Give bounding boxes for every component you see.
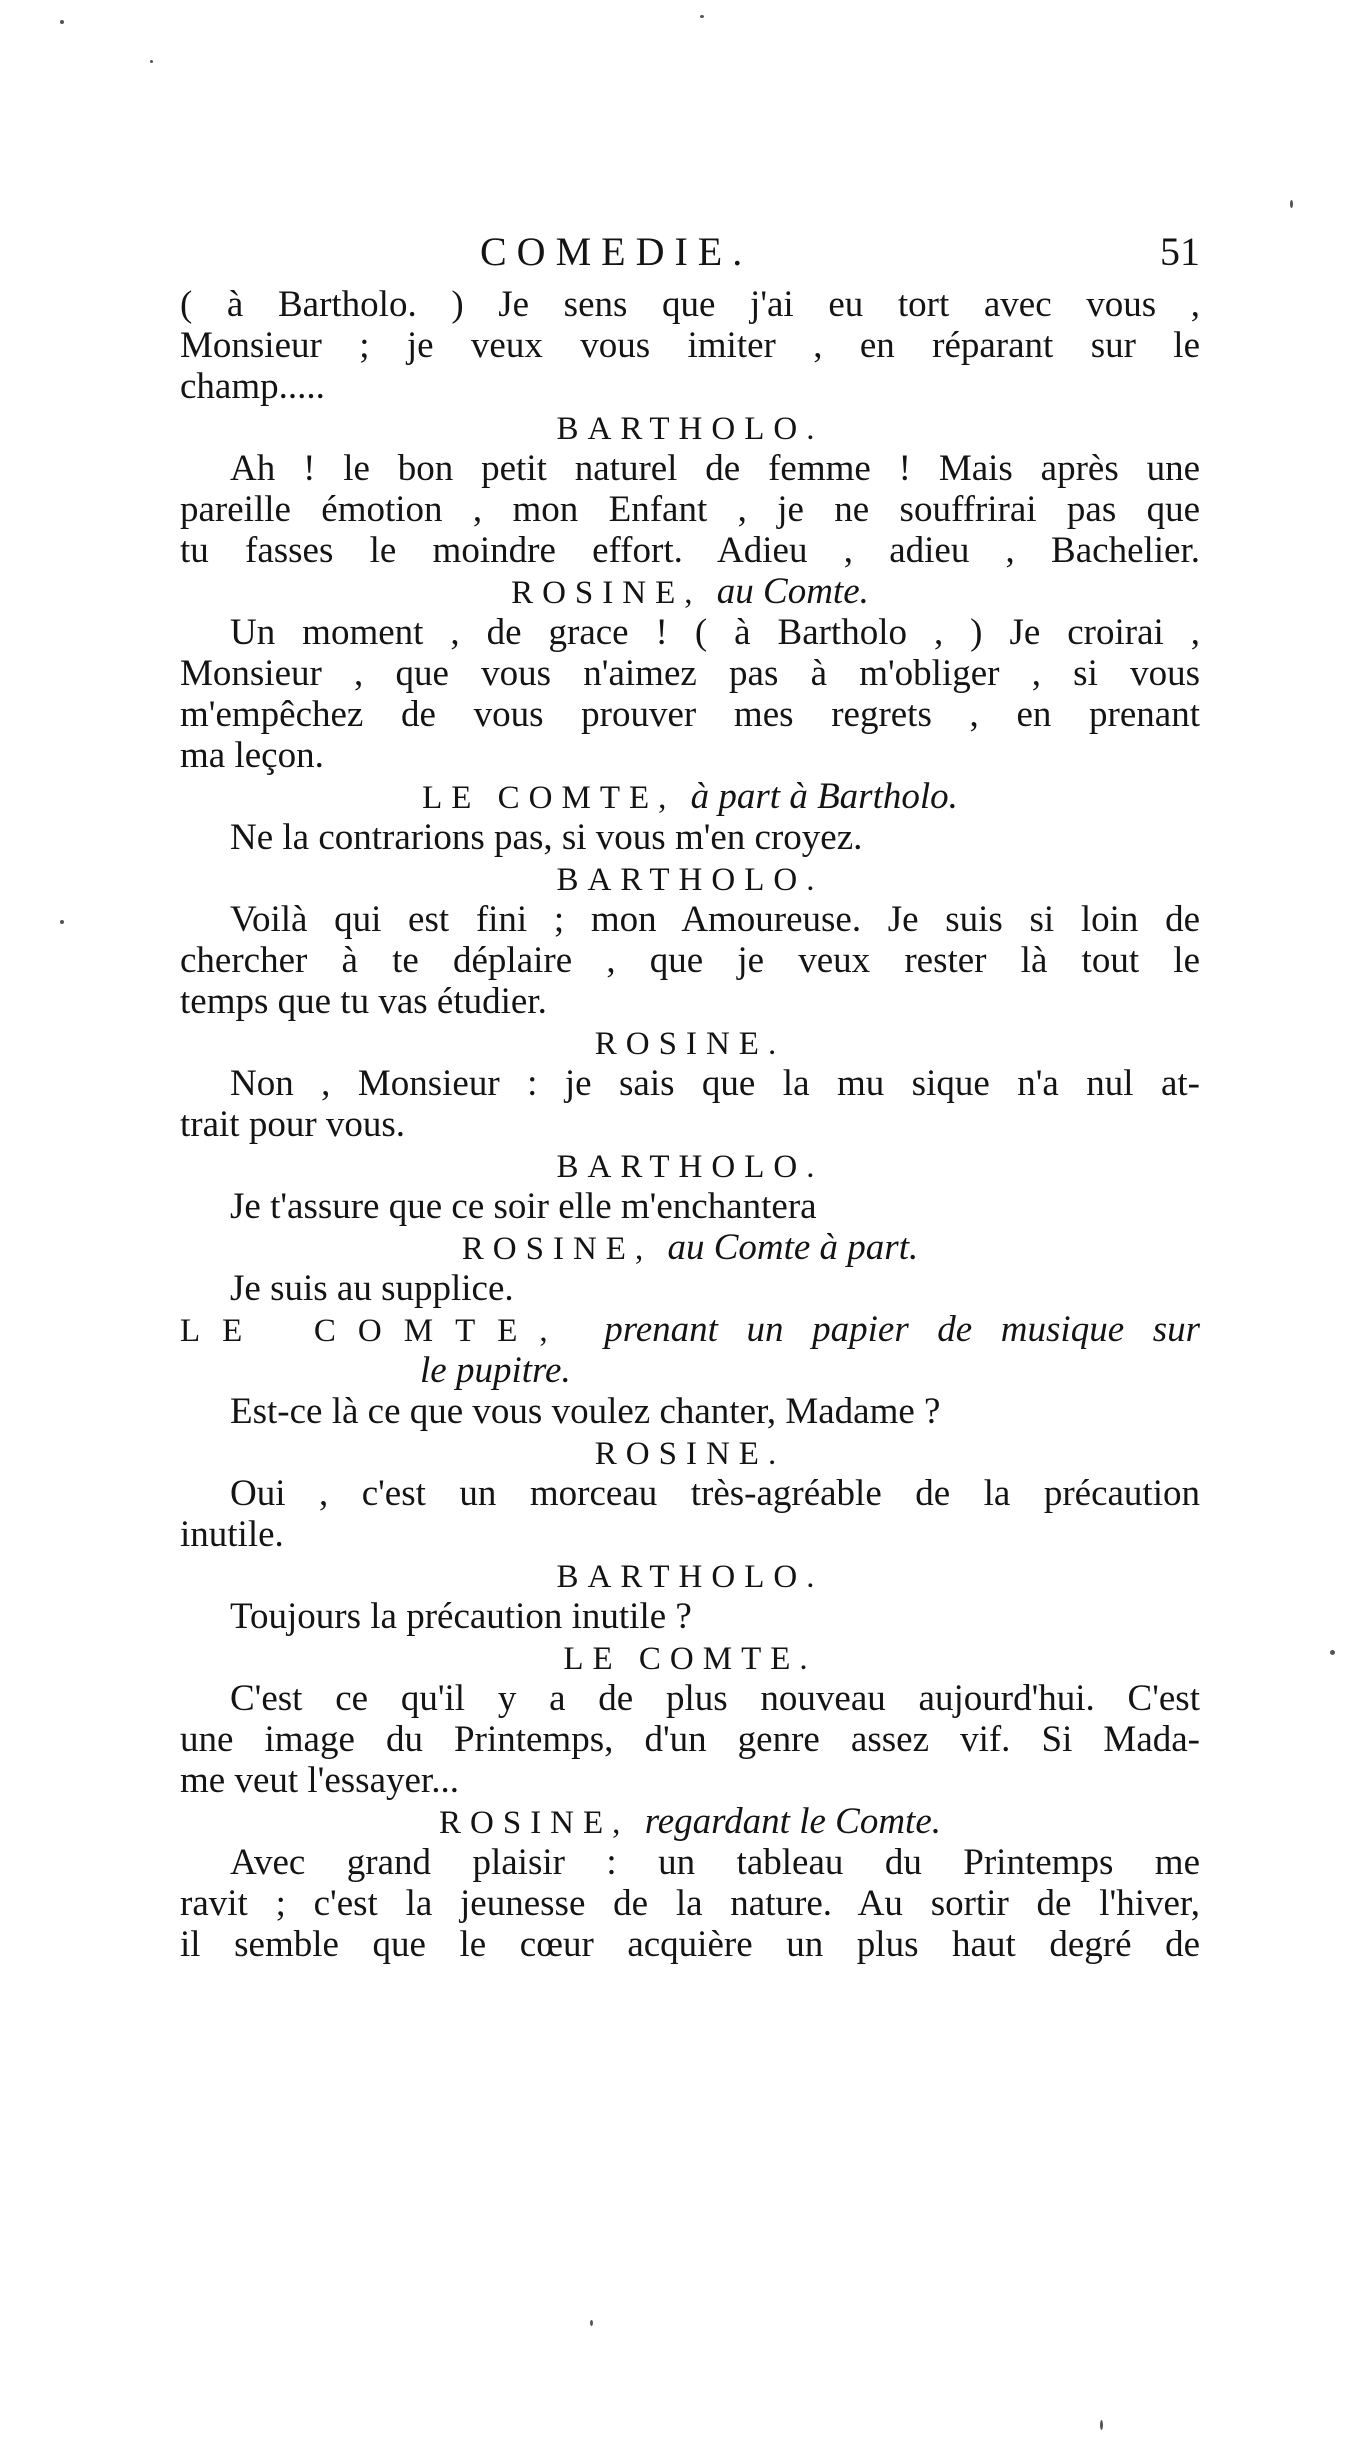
text-line: Ah ! le bon petit naturel de femme ! Mais après une	[230, 448, 1200, 489]
speaker-heading	[180, 407, 1200, 448]
text-line: Voilà qui est fini ; mon Amoureuse. Je suis si loin de	[230, 899, 1200, 940]
speaker-heading	[180, 1637, 1200, 1678]
stage-direction: regardant le Comte.	[644, 1801, 941, 1842]
speaker-name: LE COMTE,	[422, 780, 676, 816]
speaker-name: ROSINE,	[511, 575, 702, 611]
stage-direction: à part à Bartholo.	[690, 776, 958, 817]
speaker-heading	[180, 1555, 1200, 1596]
speaker-name: BARTHOLO.	[556, 411, 824, 447]
text-line: Est-ce là ce que vous voulez chanter, Madame ?	[230, 1391, 941, 1432]
stage-direction: au Comte.	[716, 571, 869, 612]
play-text	[180, 284, 1200, 1965]
scan-speck	[1330, 1650, 1335, 1655]
speaker-heading	[180, 1022, 1200, 1063]
text-line: me veut l'essayer...	[180, 1760, 459, 1801]
text-line: chercher à te déplaire , que je veux rester là tout le	[180, 940, 1200, 981]
text-line: Un moment , de grace ! ( à Bartholo , ) Je croirai ,	[230, 612, 1200, 653]
speaker-heading	[180, 571, 1200, 612]
speaker-name: BARTHOLO.	[556, 1559, 824, 1595]
scan-speck	[700, 15, 704, 18]
text-line: ( à Bartholo. ) Je sens que j'ai eu tort avec vous ,	[180, 284, 1200, 325]
speaker-heading	[180, 776, 1200, 817]
text-line: Monsieur , que vous n'aimez pas à m'obliger , si vous	[180, 653, 1200, 694]
text-line: Je t'assure que ce soir elle m'enchantera	[230, 1186, 817, 1227]
text-line: champ.....	[180, 366, 325, 407]
speaker-name: LE COMTE.	[563, 1641, 817, 1677]
scan-speck	[60, 920, 64, 924]
running-head: COMEDIE.	[480, 229, 753, 274]
speaker-name: LE COMTE,	[180, 1313, 570, 1349]
speaker-heading	[180, 1801, 1200, 1842]
text-line: Non , Monsieur : je sais que la mu sique n'a nul at-	[230, 1063, 1200, 1104]
text-line: Oui , c'est un morceau très-agréable de la précaution	[230, 1473, 1200, 1514]
speaker-name: BARTHOLO.	[556, 1149, 824, 1185]
text-line: une image du Printemps, d'un genre assez vif. Si Mada-	[180, 1719, 1200, 1760]
text-line: pareille émotion , mon Enfant , je ne souffrirai pas que	[180, 489, 1200, 530]
speaker-heading	[180, 1227, 1200, 1268]
text-line: C'est ce qu'il y a de plus nouveau aujourd'hui. C'est	[230, 1678, 1200, 1719]
scan-speck	[60, 20, 64, 24]
text-line: tu fasses le moindre effort. Adieu , adieu , Bachelier.	[180, 530, 1200, 571]
speaker-name: ROSINE,	[461, 1231, 653, 1267]
scan-speck	[150, 60, 153, 63]
scan-speck	[1100, 2420, 1103, 2430]
speaker-name: ROSINE.	[594, 1436, 786, 1472]
speaker-heading	[180, 1145, 1200, 1186]
text-line: Avec grand plaisir : un tableau du Printemps me	[230, 1842, 1200, 1883]
speaker-name: ROSINE.	[594, 1026, 786, 1062]
text-line: Ne la contrarions pas, si vous m'en croyez.	[230, 817, 863, 858]
stage-direction-continued: le pupitre.	[420, 1350, 571, 1391]
text-line: ma leçon.	[180, 735, 324, 776]
text-line: Je suis au supplice.	[230, 1268, 514, 1309]
text-line: inutile.	[180, 1514, 284, 1555]
stage-direction: prenant un papier de musique sur	[604, 1309, 1200, 1350]
text-line: Toujours la précaution inutile ?	[230, 1596, 692, 1637]
text-line: trait pour vous.	[180, 1104, 406, 1145]
text-line: temps que tu vas étudier.	[180, 981, 547, 1022]
speaker-name: BARTHOLO.	[556, 862, 824, 898]
page-header	[180, 228, 1200, 284]
scan-speck	[590, 2320, 593, 2326]
text-line: ravit ; c'est la jeunesse de la nature. Au sortir de l'hiver,	[180, 1883, 1200, 1924]
speaker-heading	[180, 858, 1200, 899]
page-number: 51	[1160, 229, 1200, 274]
speaker-name: ROSINE,	[439, 1805, 630, 1841]
text-line: m'empêchez de vous prouver mes regrets , en prenant	[180, 694, 1200, 735]
text-line: il semble que le cœur acquière un plus haut degré de	[180, 1924, 1200, 1965]
text-line: Monsieur ; je veux vous imiter , en réparant sur le	[180, 325, 1200, 366]
speaker-heading	[180, 1432, 1200, 1473]
speaker-heading	[180, 1309, 1200, 1350]
stage-direction: au Comte à part.	[667, 1227, 919, 1268]
scan-speck	[1290, 200, 1293, 208]
